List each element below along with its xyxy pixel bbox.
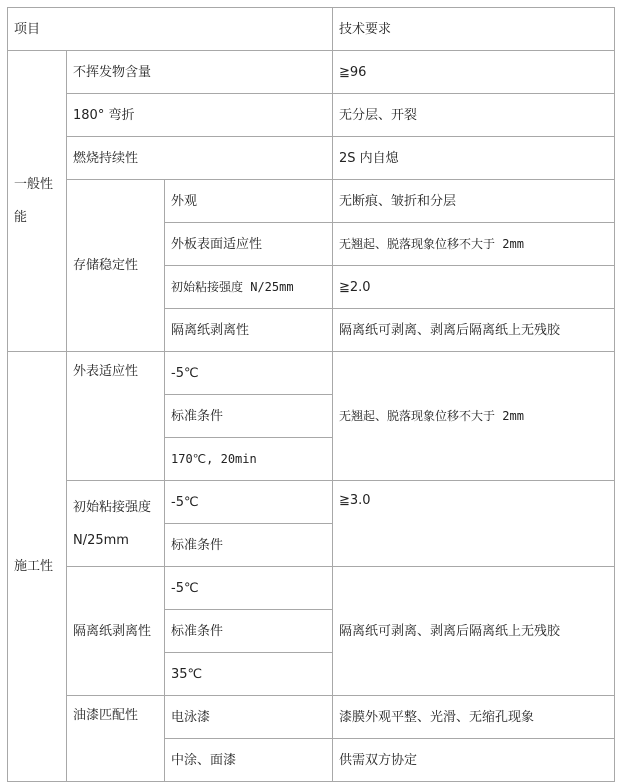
- table-row: [8, 137, 615, 180]
- condition: 电泳漆: [165, 696, 333, 739]
- condition: 中涂、面漆: [165, 739, 333, 782]
- sub-item-label: 外板表面适应性: [165, 223, 333, 266]
- requirement: 无翘起、脱落现象位移不大于 2mm: [333, 352, 615, 481]
- condition: -5℃: [165, 481, 333, 524]
- table-row: [8, 352, 615, 395]
- condition: 标准条件: [165, 610, 333, 653]
- sub-item-label: 外观: [165, 180, 333, 223]
- requirement: ≧2.0: [333, 266, 615, 309]
- requirement: 2S 内自熄: [333, 137, 615, 180]
- table-row: [8, 696, 615, 739]
- condition: 标准条件: [165, 395, 333, 438]
- table-row: [8, 180, 615, 223]
- header-item: 项目: [8, 8, 333, 51]
- group-general: 一般性能: [8, 51, 67, 352]
- condition: -5℃: [165, 352, 333, 395]
- requirement: 无翘起、脱落现象位移不大于 2mm: [333, 223, 615, 266]
- item-label: 180° 弯折: [67, 94, 333, 137]
- group-construction: 施工性: [8, 352, 67, 782]
- spec-table: [7, 7, 615, 782]
- item-label: 燃烧持续性: [67, 137, 333, 180]
- requirement: ≧96: [333, 51, 615, 94]
- table-row: [8, 94, 615, 137]
- sub-item-label: 初始粘接强度 N/25mm: [165, 266, 333, 309]
- requirement: 供需双方协定: [333, 739, 615, 782]
- condition: 标准条件: [165, 524, 333, 567]
- condition: 170℃, 20min: [165, 438, 333, 481]
- header-requirement: 技术要求: [333, 8, 615, 51]
- requirement: 隔离纸可剥离、剥离后隔离纸上无残胶: [333, 309, 615, 352]
- item-label: 外表适应性: [67, 352, 165, 481]
- table-row: [8, 481, 615, 524]
- requirement: ≧3.0: [333, 481, 615, 567]
- item-label: 初始粘接强度 N/25mm: [67, 481, 165, 567]
- table-row: [8, 567, 615, 610]
- condition: 35℃: [165, 653, 333, 696]
- header-row: [8, 8, 615, 51]
- requirement: 无断痕、皱折和分层: [333, 180, 615, 223]
- sub-item-label: 隔离纸剥离性: [165, 309, 333, 352]
- requirement: 无分层、开裂: [333, 94, 615, 137]
- item-label: 存储稳定性: [67, 180, 165, 352]
- requirement: 隔离纸可剥离、剥离后隔离纸上无残胶: [333, 567, 615, 696]
- item-label: 油漆匹配性: [67, 696, 165, 782]
- condition: -5℃: [165, 567, 333, 610]
- item-label: 不挥发物含量: [67, 51, 333, 94]
- table-row: [8, 51, 615, 94]
- item-label: 隔离纸剥离性: [67, 567, 165, 696]
- requirement: 漆膜外观平整、光滑、无缩孔现象: [333, 696, 615, 739]
